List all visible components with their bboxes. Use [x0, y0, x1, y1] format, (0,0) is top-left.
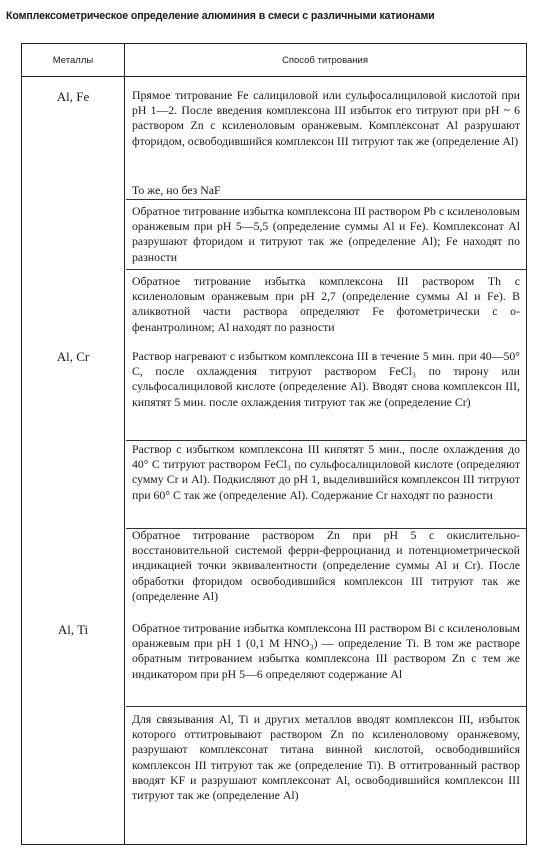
method-cell: Раствор с избытком комплексона III кипятят 5 мин., после охлаждения до 40° С титруют раствором FeCl₃ по сульфосалициловой кислоте (определяют сумму Cr и Al). Подкисляют до pH 1, выделившийся комплексон III титруют при 60° С так же (определение Al). Содержание Cr находят по разности: [132, 442, 520, 502]
metal-cell: Al, Cr: [56, 349, 90, 364]
titration-table: [21, 43, 527, 845]
method-cell: Обратное титрование избытка комплексона III раствором Bi с ксиленоловым оранжевым при pH 1 (0,1 M HNO₃) — определение Ti. В том же растворе обратным титрованием избытка комплексона III раствором Zn с тем же индикатором при pH 5—6 определяют содержание Al: [132, 621, 520, 681]
table-header: [22, 44, 526, 77]
header-metals: Металлы: [52, 54, 94, 66]
method-separator: [126, 269, 526, 270]
method-separator: [126, 440, 526, 441]
method-cell: Обратное титрование раствором Zn при pH 5 с окислительно-восстановительной системой ферри-ферроцианид и потенциометрической индикацией точки эквивалентности (определение суммы Al и Cr). После обработки фторидом освободившийся комплексон III титруют так же (определение Al): [132, 528, 520, 603]
method-cell: Раствор нагревают с избытком комплексона III в течение 5 мин. при 40—50° С, после охлаждения титруют раствором FeCl₃ по тирону или сульфосалициловой кислоте (определение Al). Вводят снова комплексон III, кипятят 5 мин. после охлаждения титруют так же (определение Cr): [132, 349, 520, 409]
metal-cell: Al, Ti: [57, 622, 89, 637]
page-title: Комплексометрическое определение алюминия в смеси с различными катионами: [6, 10, 435, 22]
method-cell: Обратное титрование избытка комплексона III раствором Pb с ксиленоловым оранжевым при pH 5—5,5 (определение суммы Al и Fe). Комплексонат Al разрушают фторидом и титруют так же (определение Al); Fe находят по разности: [132, 204, 520, 264]
method-cell: Прямое титрование Fe салициловой или сульфосалициловой кислотой при pH 1—2. После введения комплексона III избыток его титруют при pH ~ 6 раствором Zn с ксиленоловым оранжевым. Комплексонат Al разрушают фторидом, освободившийся комплексон III титруют так же (определение Al): [132, 88, 520, 148]
column-divider: [124, 44, 125, 844]
method-cell: То же, но без NaF: [132, 183, 221, 197]
method-separator: [126, 706, 526, 707]
method-cell: Для связывания Al, Ti и других металлов вводят комплексон III, избыток которого оттитровывают раствором Zn по ксиленоловому оранжевому, разрушают комплексонат титана винной кислотой, освободившийся комплексон III титруют так же (определение Ti). В оттитрованный раствор вводят KF и разрушают комплексонат Al, освободившийся комплексон III титруют так же (определение Al): [132, 712, 520, 803]
metal-cell: Al, Fe: [56, 89, 90, 104]
header-method: Способ титрования: [281, 54, 368, 66]
method-cell: Обратное титрование избытка комплексона III раствором Th с ксиленоловым оранжевым при pH 2,7 (определение суммы Al и Fe). В аликвотной части раствора определяют Fe фотометрически с о-фенантролином; Al находят по разности: [132, 274, 520, 334]
method-separator: [126, 199, 526, 200]
